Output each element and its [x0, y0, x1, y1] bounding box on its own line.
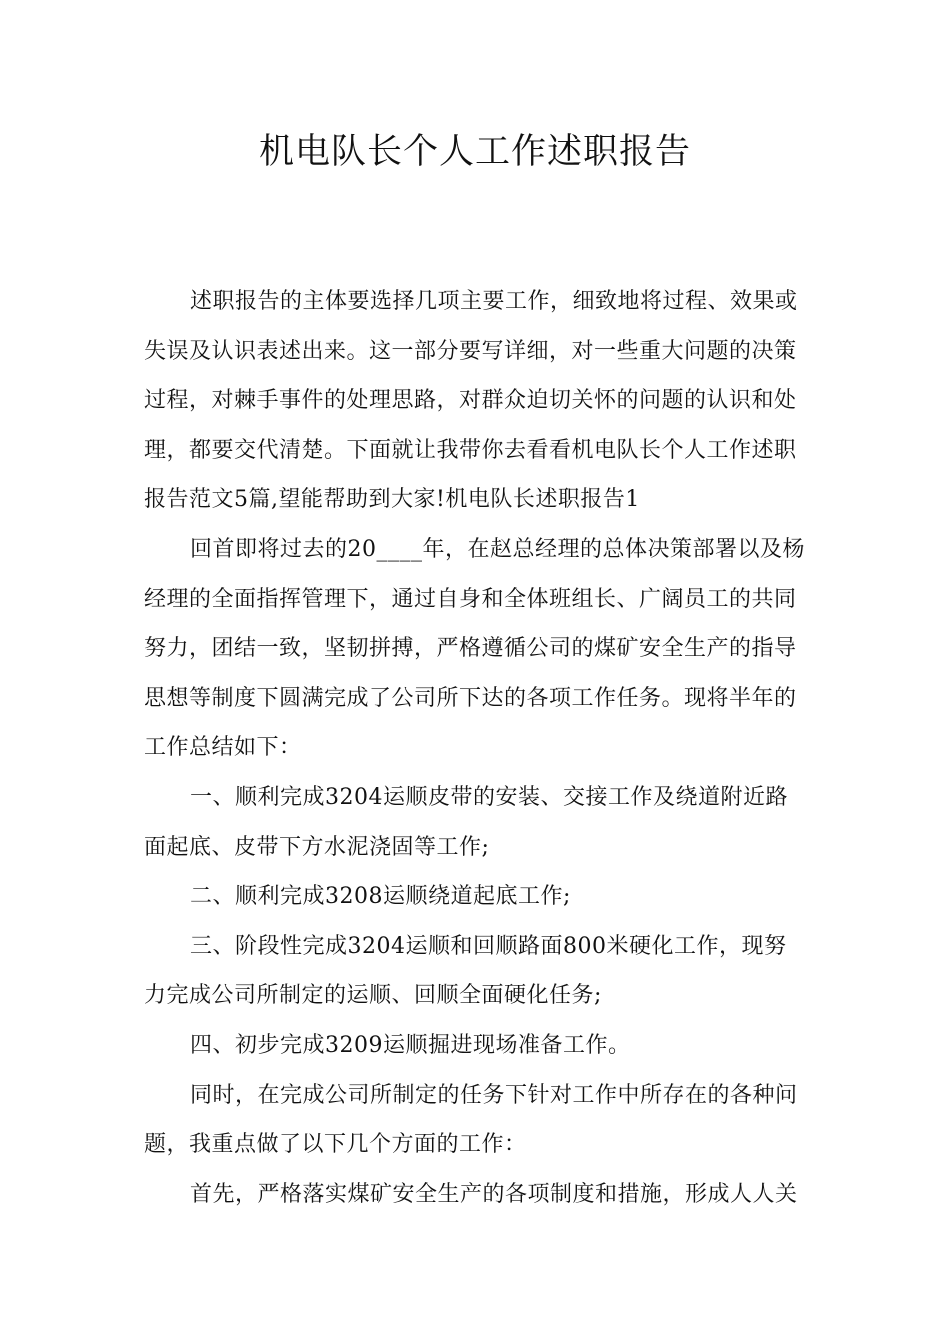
- paragraph-item-1: 一、顺利完成3204运顺皮带的安装、交接工作及绕道附近路面起底、皮带下方水泥浇固等工作;: [144, 784, 788, 860]
- document-title: 机电队长个人工作述职报告: [258, 132, 691, 172]
- document-body: [144, 277, 806, 1219]
- paragraph-item-4: 四、初步完成3209运顺掘进现场准备工作。: [190, 1032, 631, 1058]
- paragraph-intro: 述职报告的主体要选择几项主要工作，细致地将过程、效果或失误及认识表述出来。这一部分要写详细，对一些重大问题的决策过程，对棘手事件的处理思路，对群众迫切关怀的问题的认识和处理，都要交代清楚。下面就让我带你去看看机电队长个人工作述职报告范文5篇,望能帮助到大家!机电队长述职报告1: [144, 289, 798, 513]
- paragraph-first: 首先，严格落实煤矿安全生产的各项制度和措施，形成人人关: [190, 1181, 798, 1207]
- paragraph-review: 回首即将过去的20____年，在赵总经理的总体决策部署以及杨经理的全面指挥管理下，通过自身和全体班组长、广阔员工的共同努力，团结一致，坚韧拼搏，严格遵循公司的煤矿安全生产的指导思想等制度下圆满完成了公司所下达的各项工作任务。现将半年的工作总结如下：: [144, 536, 805, 761]
- paragraph-item-3: 三、阶段性完成3204运顺和回顺路面800米硬化工作，现努力完成公司所制定的运顺、回顺全面硬化任务;: [144, 933, 787, 1009]
- paragraph-meanwhile: 同时，在完成公司所制定的任务下针对工作中所存在的各种问题，我重点做了以下几个方面的工作：: [144, 1082, 798, 1158]
- paragraph-item-2: 二、顺利完成3208运顺绕道起底工作;: [190, 884, 571, 910]
